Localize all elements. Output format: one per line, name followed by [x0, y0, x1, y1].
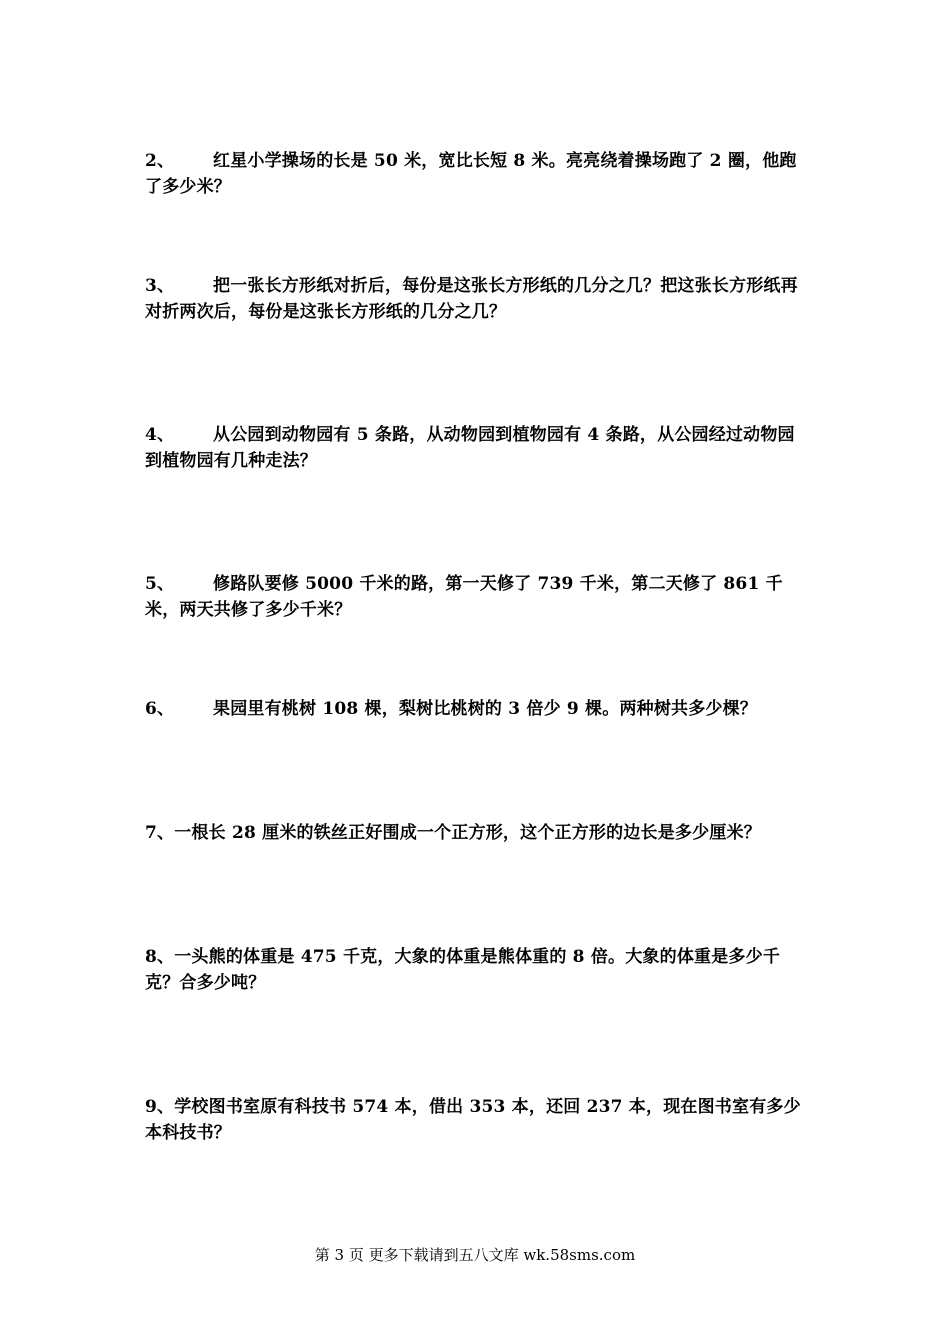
question-number: 8、 — [145, 947, 175, 967]
question-text: 一根长 28 厘米的铁丝正好围成一个正方形，这个正方形的边长是多少厘米？ — [174, 823, 761, 843]
question-5 — [145, 571, 810, 623]
question-text: 一头熊的体重是 475 千克，大象的体重是熊体重的 8 倍。大象的体重是多少千克？合多少吨？ — [145, 947, 781, 993]
question-7 — [145, 820, 810, 846]
question-text: 红星小学操场的长是 50 米，宽比长短 8 米。亮亮绕着操场跑了 2 圈，他跑了多少米？ — [145, 151, 797, 197]
question-text: 学校图书室原有科技书 574 本，借出 353 本，还回 237 本，现在图书室有多少本科技书？ — [145, 1097, 801, 1143]
question-number: 3、 — [145, 276, 175, 296]
question-text: 从公园到动物园有 5 条路，从动物园到植物园有 4 条路，从公园经过动物园到植物园有几种走法？ — [145, 425, 795, 471]
question-number: 7、 — [145, 823, 175, 843]
question-text: 果园里有桃树 108 棵，梨树比桃树的 3 倍少 9 棵。两种树共多少棵？ — [213, 699, 758, 719]
question-9 — [145, 1094, 810, 1146]
question-text: 修路队要修 5000 千米的路，第一天修了 739 千米，第二天修了 861 千米，两天共修了多少千米？ — [145, 574, 783, 620]
question-6 — [145, 696, 810, 722]
question-number: 5、 — [145, 574, 175, 594]
question-3 — [145, 273, 810, 325]
page-footer: 第 3 页 更多下载请到五八文库 wk.58sms.com — [314, 1246, 636, 1264]
question-2 — [145, 148, 810, 200]
question-number: 9、 — [145, 1097, 175, 1117]
question-number: 2、 — [145, 151, 175, 171]
question-number: 4、 — [145, 425, 175, 445]
question-number: 6、 — [145, 699, 175, 719]
question-4 — [145, 422, 810, 474]
question-8 — [145, 944, 810, 996]
question-text: 把一张长方形纸对折后，每份是这张长方形纸的几分之几？把这张长方形纸再对折两次后，每份是这张长方形纸的几分之几？ — [145, 276, 798, 322]
